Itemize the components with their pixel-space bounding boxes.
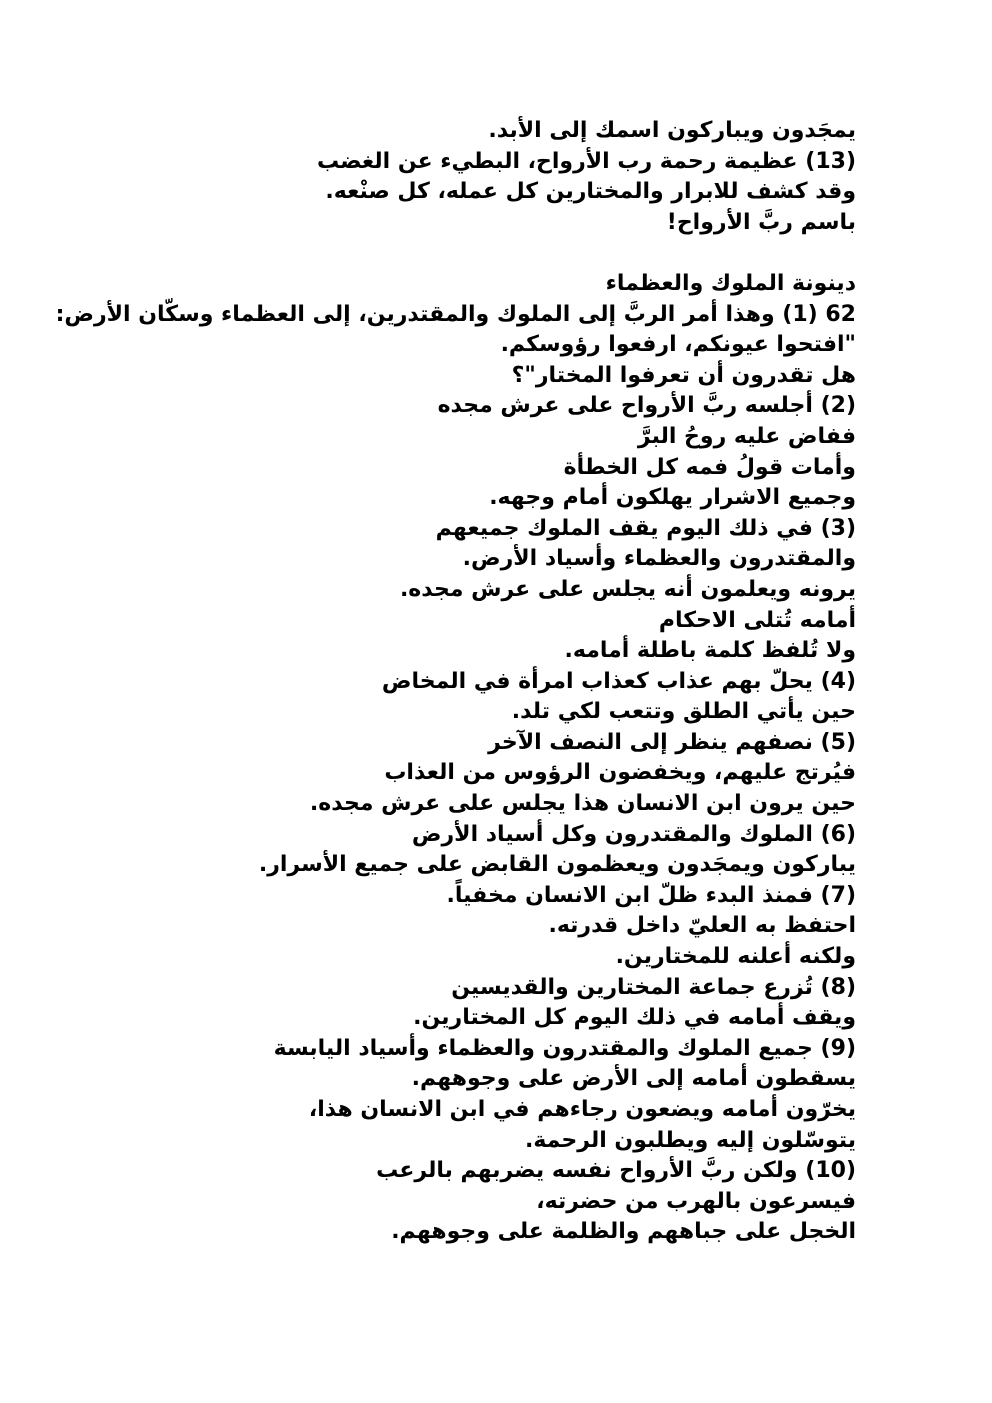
text-line: ولا تُلفظ كلمة باطلة أمامه. xyxy=(564,638,856,664)
text-line: (9) جميع الملوك والمقتدرون والعظماء وأسياد اليابسة xyxy=(273,1035,856,1061)
text-line: فيسرعون بالهرب من حضرته، xyxy=(536,1188,856,1214)
text-line: (13) عظيمة رحمة رب الأرواح، البطيء عن الغضب xyxy=(316,148,856,174)
block-spacer xyxy=(136,238,856,269)
text-line: يرونه ويعلمون أنه يجلس على عرش مجده. xyxy=(399,576,856,602)
section-block xyxy=(55,269,856,1248)
text-line: الخجل على جباههم والظلمة على وجوههم. xyxy=(391,1219,856,1245)
text-line: أمامه تُتلى الاحكام xyxy=(658,607,856,633)
text-line: فيُرتج عليهم، ويخفضون الرؤوس من العذاب xyxy=(384,760,856,786)
text-line: وجميع الاشرار يهلكون أمام وجهه. xyxy=(489,485,856,511)
text-line: باسم ربَّ الأرواح! xyxy=(666,209,856,235)
text-line: وأمات قولُ فمه كل الخطأة xyxy=(563,454,856,480)
section-heading: دينونة الملوك والعظماء xyxy=(605,270,856,296)
text-line: يخرّون أمامه ويضعون رجاءهم في ابن الانسان هذا، xyxy=(308,1097,856,1122)
text-line: وقد كشف للابرار والمختارين كل عمله، كل صنْعه. xyxy=(325,179,856,205)
text-line: (7) فمنذ البدء ظلّ ابن الانسان مخفياً. xyxy=(446,882,856,908)
text-line: (4) يحلّ بهم عذاب كعذاب امرأة في المخاض xyxy=(381,668,856,694)
text-line: احتفظ به العليّ داخل قدرته. xyxy=(548,913,856,939)
text-line: "افتحوا عيونكم، ارفعوا رؤوسكم. xyxy=(500,332,856,358)
text-line: ففاض عليه روحُ البرَّ xyxy=(637,423,856,449)
text-line: ولكنه أعلنه للمختارين. xyxy=(615,944,856,970)
text-line: (3) في ذلك اليوم يقف الملوك جميعهم xyxy=(435,515,856,541)
text-line: يتوسّلون إليه ويطلبون الرحمة. xyxy=(524,1127,856,1153)
text-content xyxy=(55,116,856,1248)
text-line: (2) أجلسه ربَّ الأرواح على عرش مجده xyxy=(437,393,856,419)
text-line: (6) الملوك والمقتدرون وكل أسياد الأرض xyxy=(411,821,856,847)
section-lines xyxy=(55,300,856,1248)
text-line: حين يأتي الطلق وتتعب لكي تلد. xyxy=(511,699,856,725)
text-line: 62 (1) وهذا أمر الربَّ إلى الملوك والمقتدرين، إلى العظماء وسكّان الأرض: xyxy=(55,301,856,327)
text-line: يسقطون أمامه إلى الأرض على وجوههم. xyxy=(411,1066,856,1092)
text-line: ويقف أمامه في ذلك اليوم كل المختارين. xyxy=(413,1005,856,1031)
text-line: (8) تُزرع جماعة المختارين والقديسين xyxy=(451,974,856,1000)
text-line: هل تقدرون أن تعرفوا المختار"؟ xyxy=(511,362,856,388)
text-line: (10) ولكن ربَّ الأرواح نفسه يضربهم بالرعب xyxy=(376,1158,856,1184)
closing-hymn-block xyxy=(136,116,856,238)
text-line: يمجَدون ويباركون اسمك إلى الأبد. xyxy=(488,118,856,143)
text-line: والمقتدرون والعظماء وأسياد الأرض. xyxy=(462,546,856,572)
text-line: (5) نصفهم ينظر إلى النصف الآخر xyxy=(488,729,856,755)
text-line: يباركون ويمجَدون ويعظمون القابض على جميع الأسرار. xyxy=(258,852,856,878)
text-line: حين يرون ابن الانسان هذا يجلس على عرش مجده. xyxy=(309,791,856,817)
